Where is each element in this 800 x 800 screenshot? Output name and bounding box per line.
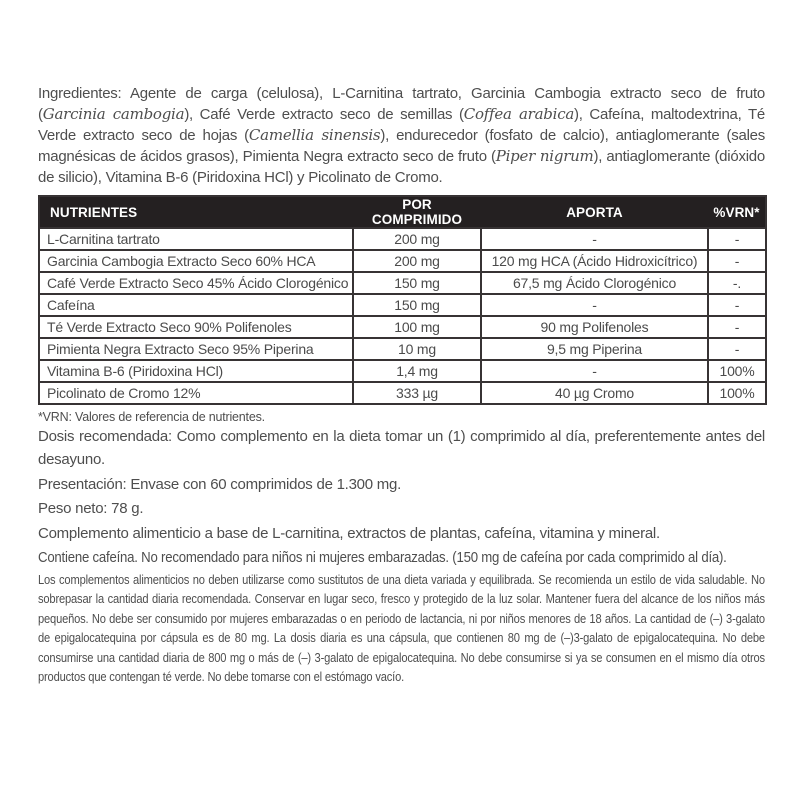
species-name-garcinia: Garcinia cambogia — [42, 105, 185, 123]
table-row — [39, 360, 766, 382]
cell-por-comprimido: 333 µg — [353, 382, 481, 404]
cell-por-comprimido: 150 mg — [353, 272, 481, 294]
ingredients-text: ), Cafeína, maltodextrina, Té Verde extracto seco de hojas ( — [38, 106, 765, 144]
cell-vrn: - — [708, 228, 766, 250]
cell-aporta: - — [481, 228, 708, 250]
table-row — [39, 294, 766, 316]
cell-por-comprimido: 200 mg — [353, 228, 481, 250]
cell-vrn: -. — [708, 272, 766, 294]
table-header-row — [39, 196, 766, 228]
cell-por-comprimido: 150 mg — [353, 294, 481, 316]
header-por-comprimido: POR COMPRIMIDO — [353, 196, 481, 228]
cell-aporta: 9,5 mg Piperina — [481, 338, 708, 360]
ingredients-text: Ingredientes: Agente de carga (celulosa), L-Carnitina tartrato, Garcinia Cambogia extracto seco de fruto ( — [38, 85, 765, 123]
cell-por-comprimido: 1,4 mg — [353, 360, 481, 382]
table-row — [39, 250, 766, 272]
cell-nutriente: Cafeína — [39, 294, 353, 316]
cell-aporta: 90 mg Polifenoles — [481, 316, 708, 338]
cell-vrn: 100% — [708, 360, 766, 382]
table-row — [39, 272, 766, 294]
cell-nutriente: L-Carnitina tartrato — [39, 228, 353, 250]
cell-aporta: - — [481, 294, 708, 316]
ingredients-text: ), antiaglomerante (dióxido de silicio), Vitamina B-6 (Piridoxina HCl) y Picolinato de Cromo. — [38, 148, 765, 186]
cell-vrn: 100% — [708, 382, 766, 404]
peso-neto-text: Peso neto: 78 g. — [38, 499, 144, 517]
cell-aporta: 120 mg HCA (Ácido Hidroxicítrico) — [481, 250, 708, 272]
cell-por-comprimido: 200 mg — [353, 250, 481, 272]
table-row — [39, 338, 766, 360]
dosis-recomendada-text: Dosis recomendada: Como complemento en la dieta tomar un (1) comprimido al día, preferentemente antes del desayuno. — [38, 428, 765, 468]
cell-vrn: - — [708, 250, 766, 272]
label-content — [38, 83, 765, 686]
table-row — [39, 228, 766, 250]
nutrients-table — [38, 195, 767, 405]
cell-nutriente: Picolinato de Cromo 12% — [39, 382, 353, 404]
cell-aporta: 67,5 mg Ácido Clorogénico — [481, 272, 708, 294]
species-name-camellia: Camellia sinensis — [248, 126, 381, 144]
ingredients-text: ), Café Verde extracto seco de semillas ( — [184, 106, 464, 123]
complemento-descripcion-text: Complemento alimenticio a base de L-carnitina, extractos de plantas, cafeína, vitamina y mineral. — [38, 525, 660, 542]
header-aporta: APORTA — [481, 196, 708, 228]
table-row — [39, 382, 766, 404]
vrn-footnote: *VRN: Valores de referencia de nutrientes. — [38, 410, 265, 424]
cell-aporta: - — [481, 360, 708, 382]
presentacion-text: Presentación: Envase con 60 comprimidos de 1.300 mg. — [38, 476, 402, 493]
cell-nutriente: Café Verde Extracto Seco 45% Ácido Clorogénico — [39, 272, 353, 294]
contiene-cafeina-warning: Contiene cafeína. No recomendado para niños ni mujeres embarazadas. (150 mg de cafeína por cada comprimido al día). — [38, 548, 727, 566]
cell-nutriente: Té Verde Extracto Seco 90% Polifenoles — [39, 316, 353, 338]
cell-por-comprimido: 100 mg — [353, 316, 481, 338]
ingredients-text: ), endurecedor (fosfato de calcio), antiaglomerante (sales magnésicas de ácidos grasos), Pimienta Negra extracto seco de fruto ( — [38, 127, 765, 165]
cell-vrn: - — [708, 338, 766, 360]
cell-aporta: 40 µg Cromo — [481, 382, 708, 404]
species-name-coffea: Coffea arabica — [463, 105, 575, 123]
ingredients-paragraph — [38, 83, 765, 188]
cell-por-comprimido: 10 mg — [353, 338, 481, 360]
cell-nutriente: Garcinia Cambogia Extracto Seco 60% HCA — [39, 250, 353, 272]
advertencias-legales-text: Los complementos alimenticios no deben utilizarse como sustitutos de una dieta variada y equilibrada. Se recomienda un estilo de vida saludable. No sobrepasar la cantidad diaria recomendada. Conservar en lugar seco, fresco y protegido de la luz solar. Mantener fuera del alcance de los niños más pequeños. No debe ser consumido por mujeres embarazadas o en periodo de lactancia, ni por niños menores de 18 años. La cantidad de (–) 3-galato de epigalocatequina por cápsula es de 80 mg. La dosis diaria es una cápsula, que contienen 80 mg de (–)3-galato de epigalocatequina. No debe consumirse una cantidad diaria de 800 mg o más de (–) 3-galato de epigalocatequina. No debe consumirse si ya se consumen en el mismo día otros productos que contengan té verde. No debe tomarse con el estómago vacío. — [38, 572, 765, 685]
cell-nutriente: Pimienta Negra Extracto Seco 95% Piperina — [39, 338, 353, 360]
header-nutrientes: NUTRIENTES — [39, 196, 353, 228]
cell-vrn: - — [708, 316, 766, 338]
species-name-piper: Piper nigrum — [495, 147, 594, 165]
table-row — [39, 316, 766, 338]
header-vrn: %VRN* — [708, 196, 766, 228]
cell-nutriente: Vitamina B-6 (Piridoxina HCl) — [39, 360, 353, 382]
cell-vrn: - — [708, 294, 766, 316]
